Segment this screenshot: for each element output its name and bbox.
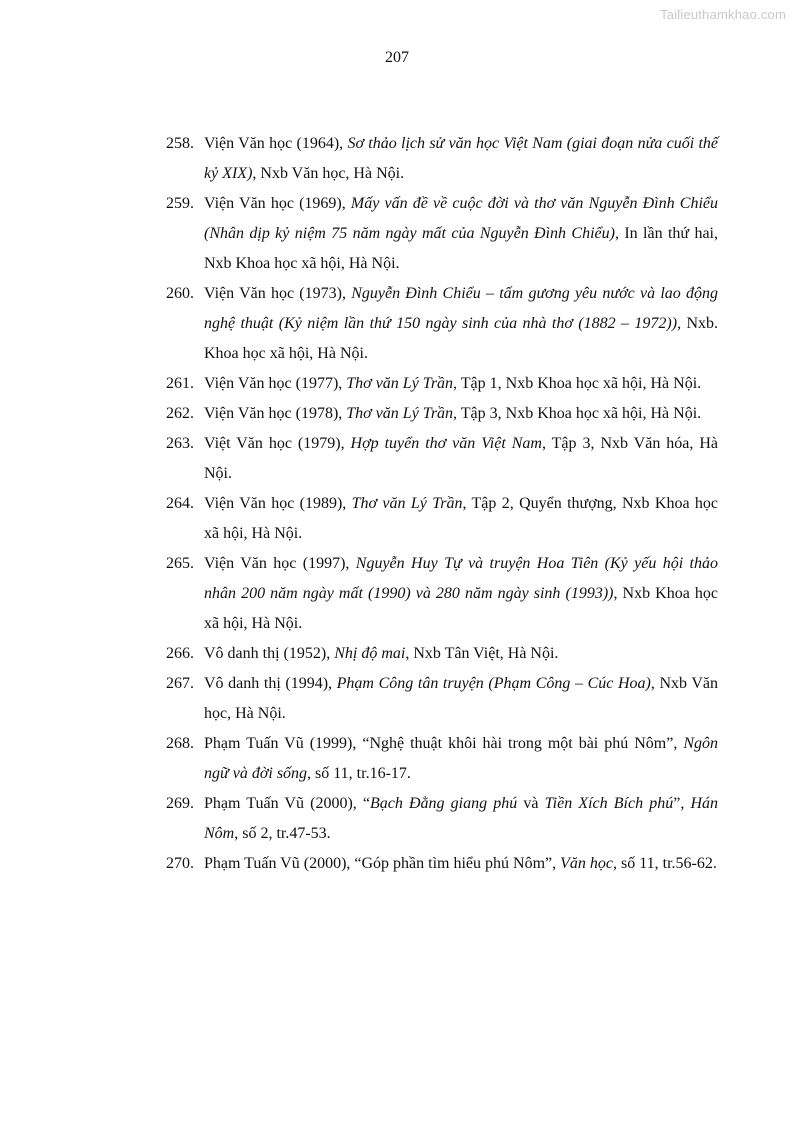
reference-text — [204, 195, 718, 272]
reference-number: 263. — [166, 435, 194, 452]
reference-text — [204, 405, 701, 422]
reference-text — [204, 495, 718, 542]
reference-author: Phạm Tuấn Vũ (2000), “ — [204, 795, 370, 812]
reference-author: Vô danh thị (1994), — [204, 675, 337, 692]
reference-text — [204, 795, 718, 842]
reference-number: 269. — [166, 795, 194, 812]
reference-item — [166, 669, 718, 729]
reference-publisher: , Tập 1, Nxb Khoa học xã hội, Hà Nội. — [453, 375, 702, 392]
reference-publisher: , Tập 2, Quyển thượng, Nxb Khoa học xã hội, Hà Nội. — [204, 495, 718, 542]
reference-author: Viện Văn học (1969), — [204, 195, 351, 212]
reference-author: Viện Văn học (1964), — [204, 135, 348, 152]
reference-item — [166, 399, 718, 429]
reference-author: Việt Văn học (1979), — [204, 435, 351, 452]
reference-text — [204, 735, 718, 782]
reference-publisher: , In lần thứ hai, Nxb Khoa học xã hội, Hà Nội. — [204, 225, 718, 272]
reference-title-2: Tiền Xích Bích phú — [544, 795, 674, 812]
reference-author: Viện Văn học (1973), — [204, 285, 352, 302]
reference-publisher: , số 11, tr.56-62. — [613, 855, 717, 872]
reference-quote-close: ”, — [673, 795, 691, 812]
reference-publisher: , Nxb. Khoa học xã hội, Hà Nội. — [204, 315, 719, 362]
reference-text — [204, 555, 718, 632]
reference-publisher: , Nxb Văn học, Hà Nội. — [204, 675, 719, 722]
reference-text — [204, 375, 701, 392]
reference-title: Bạch Đằng giang phú — [370, 795, 518, 812]
reference-text — [204, 135, 718, 182]
reference-title: Nhị độ mai — [334, 645, 406, 662]
reference-author: Viện Văn học (1977), — [204, 375, 347, 392]
reference-journal: Hán Nôm — [204, 795, 719, 842]
reference-text — [204, 675, 718, 722]
reference-author: Viện Văn học (1989), — [204, 495, 352, 512]
reference-publisher: , Nxb Văn học, Hà Nội. — [252, 165, 405, 182]
reference-publisher: , Nxb Tân Việt, Hà Nội. — [405, 645, 559, 662]
reference-number: 262. — [166, 405, 194, 422]
reference-author: Viện Văn học (1978), — [204, 405, 347, 422]
reference-item — [166, 129, 718, 189]
reference-title: Ngôn ngữ và đời sống — [204, 735, 718, 782]
reference-title: Thơ văn Lý Trần — [346, 405, 454, 422]
reference-text — [204, 645, 558, 662]
reference-title: Sơ thảo lịch sử văn học Việt Nam (giai đoạn nửa cuối thế kỷ XIX) — [204, 135, 718, 182]
reference-text — [204, 855, 717, 872]
reference-number: 265. — [166, 555, 194, 572]
reference-item — [166, 189, 718, 279]
reference-title: Thơ văn Lý Trần — [351, 495, 463, 512]
reference-publisher: , Tập 3, Nxb Văn hóa, Hà Nội. — [204, 435, 719, 482]
reference-publisher: , Nxb Khoa học xã hội, Hà Nội. — [204, 585, 719, 632]
reference-publisher: , số 11, tr.16-17. — [307, 765, 411, 782]
reference-item — [166, 789, 718, 849]
reference-author: Vô danh thị (1952), — [204, 645, 335, 662]
reference-title: Nguyễn Đình Chiểu – tấm gương yêu nước và lao động nghệ thuật (Kỷ niệm lần thứ 150 ngày sinh của nhà thơ (1882 – 1972)) — [204, 285, 719, 332]
reference-number: 261. — [166, 375, 194, 392]
reference-publisher: , Tập 3, Nxb Khoa học xã hội, Hà Nội. — [453, 405, 702, 422]
reference-item — [166, 729, 718, 789]
reference-title: Hợp tuyển thơ văn Việt Nam — [350, 435, 542, 452]
reference-list — [166, 129, 718, 879]
reference-number: 260. — [166, 285, 194, 302]
reference-item — [166, 849, 718, 879]
reference-item — [166, 639, 718, 669]
reference-item — [166, 549, 718, 639]
reference-text — [204, 285, 718, 362]
reference-item — [166, 279, 718, 369]
reference-title: Văn học — [560, 855, 614, 872]
reference-number: 267. — [166, 675, 194, 692]
reference-item — [166, 429, 718, 489]
reference-conjunction: và — [517, 795, 545, 812]
reference-item — [166, 369, 718, 399]
reference-number: 264. — [166, 495, 194, 512]
reference-number: 258. — [166, 135, 194, 152]
reference-title: Mấy vấn đề về cuộc đời và thơ văn Nguyễn Đình Chiểu (Nhân dịp kỷ niệm 75 năm ngày mất của Nguyễn Đình Chiểu) — [204, 195, 719, 242]
reference-title: Thơ văn Lý Trần — [346, 375, 454, 392]
reference-number: 268. — [166, 735, 194, 752]
reference-title: Phạm Công tân truyện (Phạm Công – Cúc Hoa) — [336, 675, 651, 692]
reference-author: Viện Văn học (1997), — [204, 555, 356, 572]
page-number: 207 — [385, 49, 409, 66]
reference-number: 270. — [166, 855, 194, 872]
reference-text — [204, 435, 718, 482]
reference-author: Phạm Tuấn Vũ (1999), “Nghệ thuật khôi hài trong một bài phú Nôm”, — [204, 735, 684, 752]
reference-publisher: , số 2, tr.47-53. — [234, 825, 331, 842]
reference-number: 259. — [166, 195, 194, 212]
watermark: Tailieuthamkhao.com — [660, 7, 786, 22]
reference-number: 266. — [166, 645, 194, 662]
reference-item — [166, 489, 718, 549]
reference-title: Nguyễn Huy Tự và truyện Hoa Tiên (Kỷ yếu hội thảo nhân 200 năm ngày mất (1990) và 280 năm ngày sinh (1993)) — [204, 555, 718, 602]
reference-author: Phạm Tuấn Vũ (2000), “Góp phần tìm hiểu phú Nôm”, — [204, 855, 561, 872]
